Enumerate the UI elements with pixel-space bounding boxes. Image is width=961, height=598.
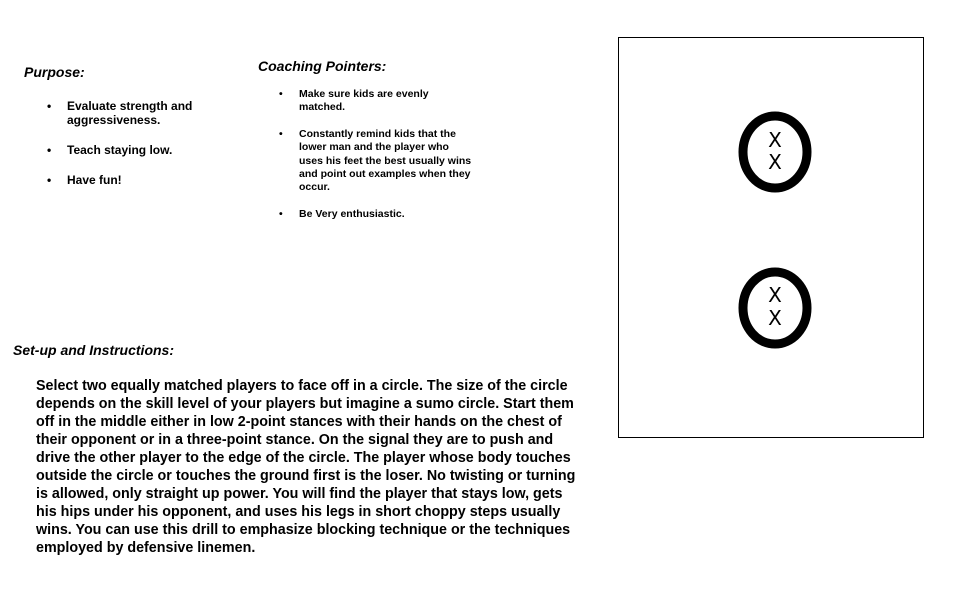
coaching-item-text: Make sure kids are evenly matched. <box>299 88 429 114</box>
sumo-circle-top <box>743 116 807 188</box>
list-item <box>279 88 474 115</box>
list-item <box>47 173 227 187</box>
drill-diagram-svg <box>619 38 925 439</box>
drill-diagram <box>618 37 924 438</box>
bullet-icon: • <box>279 207 283 220</box>
player-x-mark: X <box>768 128 782 152</box>
purpose-list <box>47 99 227 203</box>
bullet-icon: • <box>279 88 283 100</box>
setup-heading: Set-up and Instructions: <box>13 342 174 358</box>
coaching-heading: Coaching Pointers: <box>258 58 387 74</box>
purpose-item-text: Have fun! <box>67 173 122 187</box>
purpose-item-text: Teach staying low. <box>67 143 173 157</box>
bullet-icon: • <box>47 143 52 157</box>
player-x-mark: X <box>768 150 782 174</box>
player-x-mark: X <box>768 283 782 307</box>
coaching-item-text: Constantly remind kids that the lower man and the player who uses his feet the best usually wins and point out examples when they occur. <box>299 127 472 194</box>
sumo-circle-bottom <box>743 272 807 344</box>
purpose-heading: Purpose: <box>24 64 85 80</box>
list-item <box>47 143 227 157</box>
bullet-icon: • <box>279 127 283 140</box>
setup-body-text: Select two equally matched players to face off in a circle. The size of the circle depends on the skill level of your players but imagine a sumo circle. Start them off in the middle either in low 2-point stances with their hands on the chest of their opponent or in a three-point stance. On the signal they are to push and drive the other player to the edge of the circle. The player whose body touches outside the circle or touches the ground first is the loser. No twisting or turning is allowed, only straight up power. You will find the player that stays low, gets his hips under his opponent, and uses his legs in short choppy steps usually wins. You can use this drill to emphasize blocking technique or the techniques employed by defensive linemen. <box>36 378 576 556</box>
list-item <box>47 99 227 127</box>
bullet-icon: • <box>47 99 52 113</box>
list-item <box>279 207 474 221</box>
purpose-item-text: Evaluate strength and aggressiveness. <box>67 99 193 127</box>
player-x-mark: X <box>768 306 782 330</box>
bullet-icon: • <box>47 173 52 187</box>
list-item <box>279 127 474 195</box>
coaching-item-text: Be Very enthusiastic. <box>299 207 405 220</box>
coaching-list <box>279 88 474 234</box>
